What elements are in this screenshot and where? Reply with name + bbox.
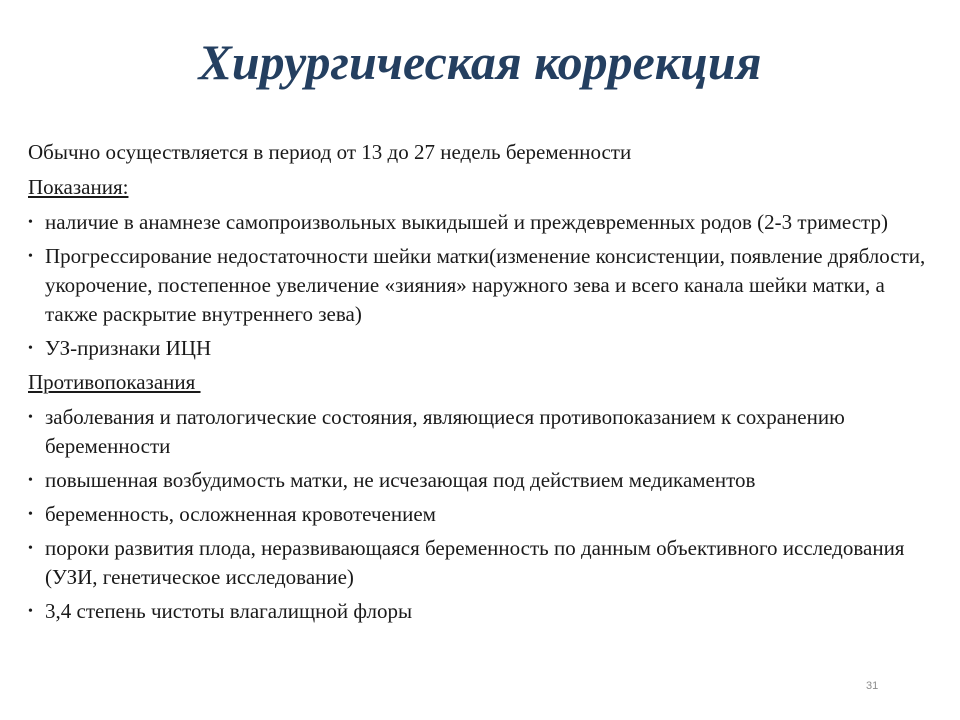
list-item [28,242,933,329]
list-item-text: повышенная возбудимость матки, не исчезающая под действием медикаментов [45,468,756,492]
indications-heading: Показания: [28,175,129,199]
list-item [28,500,933,529]
bullet-icon: • [28,473,33,488]
bullet-icon: • [28,341,33,356]
slide-number: 31 [866,680,879,692]
slide-body [28,138,933,631]
list-item [28,334,933,363]
list-item [28,466,933,495]
list-item-text: УЗ-признаки ИЦН [45,336,212,360]
intro-text: Обычно осуществляется в период от 13 до 27 недель беременности [28,140,632,164]
slide-title: Хирургическая коррекция [198,34,762,90]
bullet-icon: • [28,604,33,619]
list-item [28,597,933,626]
bullet-icon: • [28,410,33,425]
list-item-text: беременность, осложненная кровотечением [45,502,436,526]
list-item [28,403,933,461]
list-item-text: наличие в анамнезе самопроизвольных выкидышей и преждевременных родов (2-3 триместр) [45,210,888,234]
list-item [28,208,933,237]
list-item [28,534,933,592]
contraindications-heading: Противопоказания [28,370,201,394]
bullet-icon: • [28,541,33,556]
list-item-text: заболевания и патологические состояния, являющиеся противопоказанием к сохранению беременности [45,405,845,458]
contraindications-list [28,403,933,626]
list-item-text: пороки развития плода, неразвивающаяся беременность по данным объективного исследования (УЗИ, генетическое исследование) [45,536,905,589]
bullet-icon: • [28,507,33,522]
indications-list [28,208,933,363]
list-item-text: 3,4 степень чистоты влагалищной флоры [45,599,413,623]
bullet-icon: • [28,215,33,230]
list-item-text: Прогрессирование недостаточности шейки матки(изменение консистенции, появление дряблости, укорочение, постепенное увеличение «зияния» наружного зева и всего канала шейки матки, а также раскрытие внутреннего зева) [45,244,926,326]
bullet-icon: • [28,249,33,264]
